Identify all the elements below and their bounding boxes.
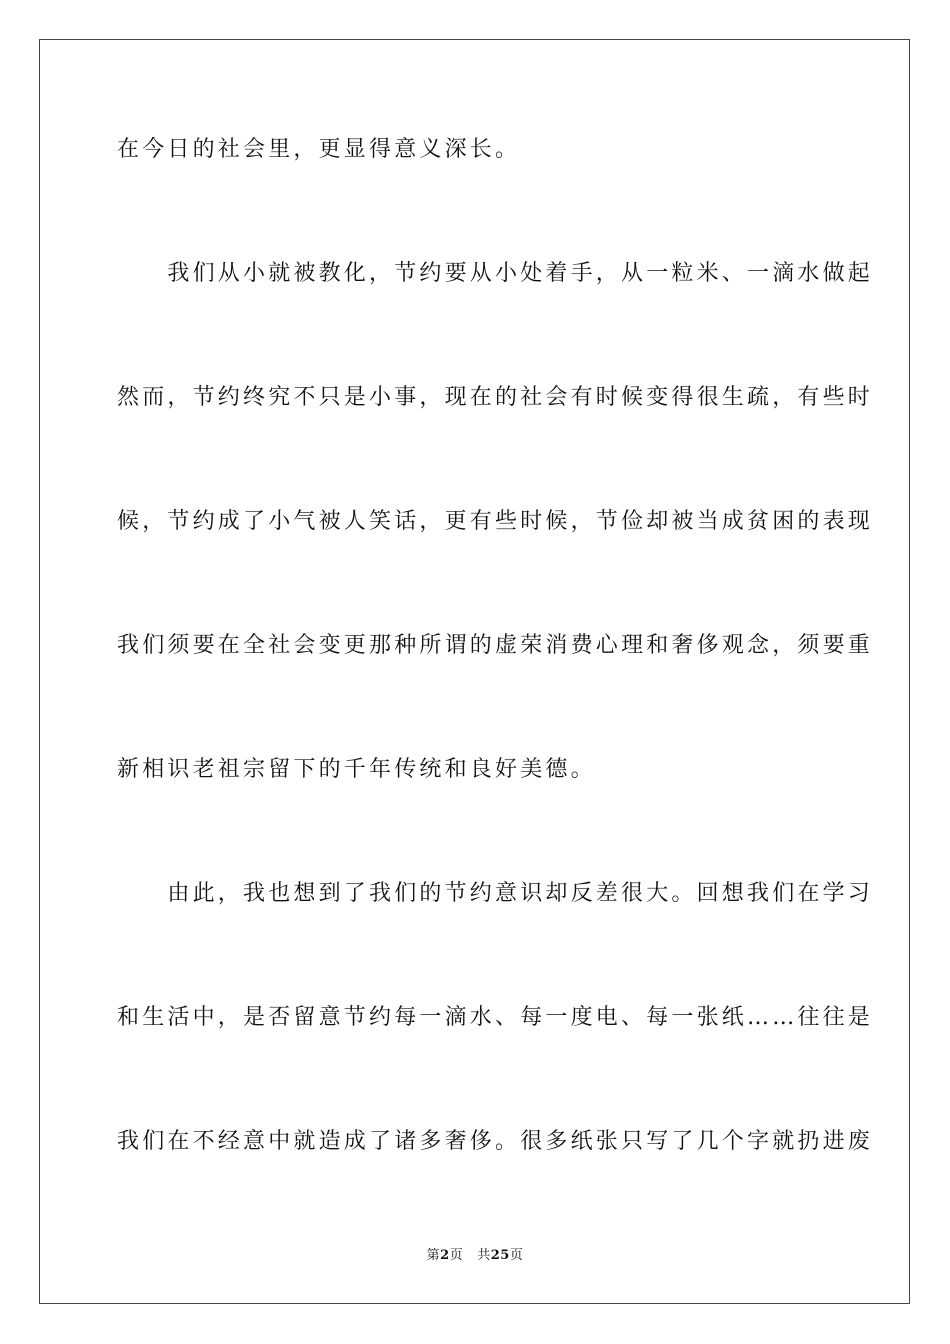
page-number: 2 (440, 1248, 450, 1263)
total-pages: 25 (490, 1248, 510, 1263)
text-line-8: 和生活中，是否留意节约每一滴水、每一度电、每一张纸……往往是 (117, 1005, 874, 1030)
text-line-4: 候，节约成了小气被人笑话，更有些时候，节俭却被当成贫困的表现 (117, 509, 874, 534)
total-suffix: 页 (509, 1248, 524, 1263)
text-line-9: 我们在不经意中就造成了诸多奢侈。很多纸张只写了几个字就扔进废 (117, 1129, 874, 1154)
page-footer (0, 1247, 950, 1265)
text-line-3: 然而，节约终究不只是小事，现在的社会有时候变得很生疏，有些时 (117, 385, 874, 410)
total-prefix: 共 (477, 1248, 491, 1263)
text-line-1: 在今日的社会里，更显得意义深长。 (117, 137, 521, 162)
text-line-6: 新相识老祖宗留下的千年传统和良好美德。 (117, 757, 596, 782)
page-prefix: 第 (426, 1248, 441, 1263)
text-line-5: 我们须要在全社会变更那种所谓的虚荣消费心理和奢侈观念，须要重 (117, 633, 874, 658)
page-suffix: 页 (449, 1248, 464, 1263)
text-line-2: 我们从小就被教化，节约要从小处着手，从一粒米、一滴水做起 (117, 261, 874, 286)
page-border (39, 39, 910, 1304)
text-line-7: 由此，我也想到了我们的节约意识却反差很大。回想我们在学习 (117, 881, 874, 906)
